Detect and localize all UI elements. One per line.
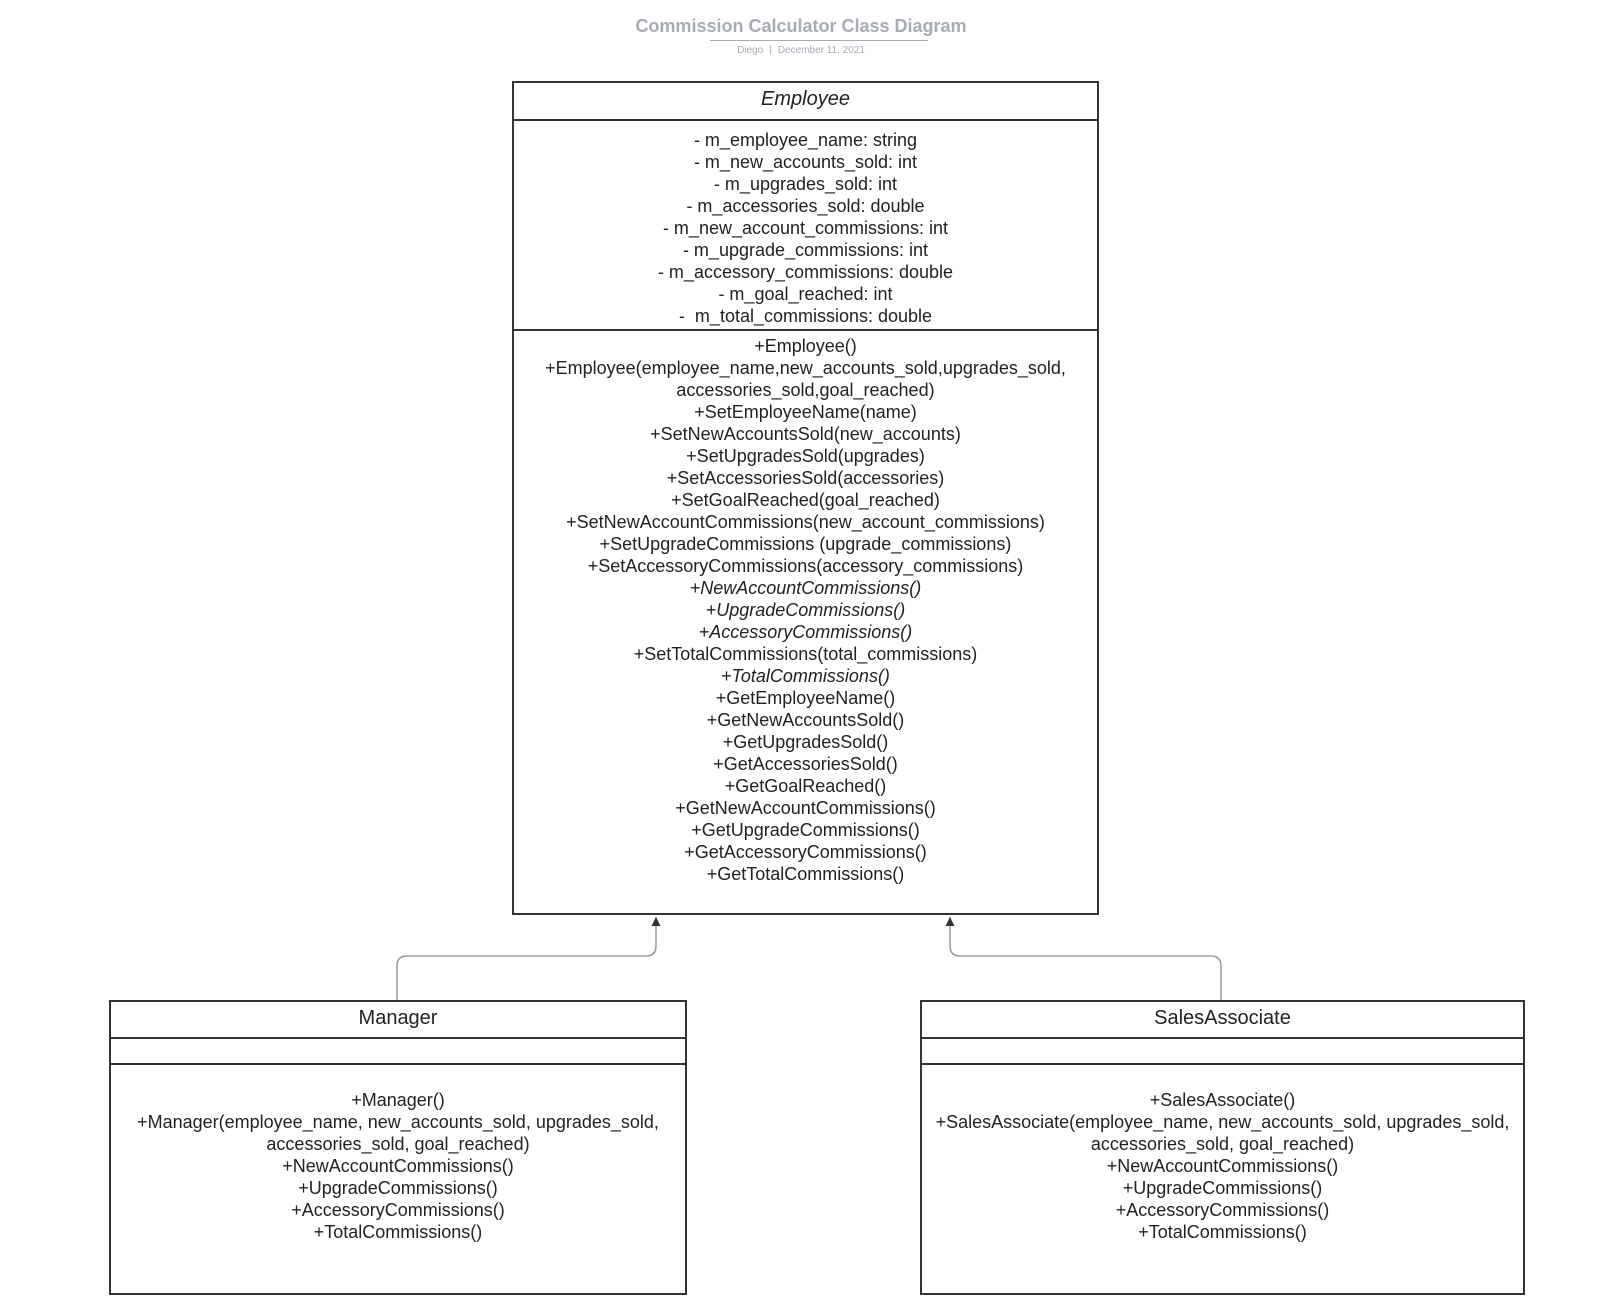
method-line: +Manager(employee_name, new_accounts_sold, upgrades_sold,: [137, 1112, 659, 1132]
method-line: +SetGoalReached(goal_reached): [671, 490, 940, 510]
method-line: +SetNewAccountCommissions(new_account_commissions): [566, 512, 1045, 532]
method-line: +GetTotalCommissions(): [706, 864, 905, 884]
method-line: +GetUpgradesSold(): [722, 732, 889, 752]
attributes-section: [922, 1037, 1523, 1063]
class-name: SalesAssociate: [1154, 1007, 1291, 1029]
method-line: +SetNewAccountsSold(new_accounts): [650, 424, 961, 444]
class-salesassociate[interactable]: [920, 1000, 1525, 1295]
class-name-section: [922, 1002, 1523, 1037]
method-line: +NewAccountCommissions(): [282, 1156, 514, 1176]
attribute-line: - m_goal_reached: int: [718, 284, 893, 304]
methods-section: [922, 1063, 1523, 1243]
method-line: +UpgradeCommissions(): [298, 1178, 498, 1198]
class-name-section: [111, 1002, 685, 1037]
method-line: +SalesAssociate(employee_name, new_accounts_sold, upgrades_sold,: [935, 1112, 1510, 1132]
method-line: +GetGoalReached(): [724, 776, 887, 796]
method-line: +AccessoryCommissions(): [698, 622, 913, 642]
method-line: +SetTotalCommissions(total_commissions): [633, 644, 978, 664]
class-employee[interactable]: [512, 81, 1099, 915]
methods-section: [111, 1063, 685, 1243]
method-line: +GetUpgradeCommissions(): [691, 820, 920, 840]
method-line: accessories_sold,goal_reached): [676, 380, 935, 400]
class-name-section: [514, 83, 1097, 119]
method-line: +AccessoryCommissions(): [291, 1200, 505, 1220]
attribute-line: - m_new_account_commissions: int: [662, 218, 949, 238]
attribute-line: - m_accessories_sold: double: [686, 196, 925, 216]
attribute-line: - m_new_accounts_sold: int: [693, 152, 918, 172]
class-name: Manager: [358, 1007, 438, 1029]
method-line: +SetEmployeeName(name): [694, 402, 917, 422]
connector-salesassociate-to-employee: [950, 917, 1221, 1000]
class-name: Employee: [761, 88, 850, 110]
attribute-line: - m_accessory_commissions: double: [657, 262, 954, 282]
methods-section: [514, 329, 1097, 885]
method-line: +TotalCommissions(): [313, 1222, 483, 1242]
method-line: +TotalCommissions(): [721, 666, 890, 686]
method-line: +GetAccessoryCommissions(): [684, 842, 927, 862]
diagram-date: December 11, 2021: [777, 45, 865, 56]
class-manager[interactable]: [109, 1000, 687, 1295]
diagram-title: Commission Calculator Class Diagram: [635, 16, 967, 36]
method-line: +UpgradeCommissions(): [1122, 1178, 1323, 1198]
attributes-section: [514, 119, 1097, 329]
method-line: +Manager(): [351, 1090, 445, 1110]
attributes-section: [111, 1037, 685, 1063]
method-line: +GetEmployeeName(): [715, 688, 896, 708]
method-line: +GetNewAccountsSold(): [706, 710, 905, 730]
author-name: Diego: [737, 45, 764, 56]
method-line: +SetAccessoryCommissions(accessory_commissions): [587, 556, 1024, 576]
method-line: +NewAccountCommissions(): [1106, 1156, 1339, 1176]
attribute-line: - m_upgrades_sold: int: [713, 174, 898, 194]
method-line: accessories_sold, goal_reached): [266, 1134, 530, 1154]
method-line: +SetAccessoriesSold(accessories): [666, 468, 945, 488]
method-line: +SetUpgradesSold(upgrades): [686, 446, 925, 466]
method-line: +Employee(employee_name,new_accounts_sold,upgrades_sold,: [545, 358, 1066, 378]
method-line: +GetAccessoriesSold(): [713, 754, 898, 774]
method-line: +SalesAssociate(): [1149, 1090, 1296, 1110]
method-line: +NewAccountCommissions(): [689, 578, 922, 598]
method-line: +Employee(): [754, 336, 857, 356]
method-line: +UpgradeCommissions(): [705, 600, 906, 620]
connector-manager-to-employee: [397, 917, 656, 1000]
attribute-line: - m_upgrade_commissions: int: [682, 240, 929, 260]
meta-separator: |: [769, 45, 772, 56]
attribute-line: - m_employee_name: string: [693, 130, 918, 150]
attribute-line: - m_total_commissions: double: [678, 306, 933, 326]
method-line: +SetUpgradeCommissions (upgrade_commissions): [599, 534, 1012, 554]
method-line: accessories_sold, goal_reached): [1090, 1134, 1355, 1154]
method-line: +AccessoryCommissions(): [1115, 1200, 1330, 1220]
method-line: +TotalCommissions(): [1138, 1222, 1307, 1242]
method-line: +GetNewAccountCommissions(): [675, 798, 936, 818]
